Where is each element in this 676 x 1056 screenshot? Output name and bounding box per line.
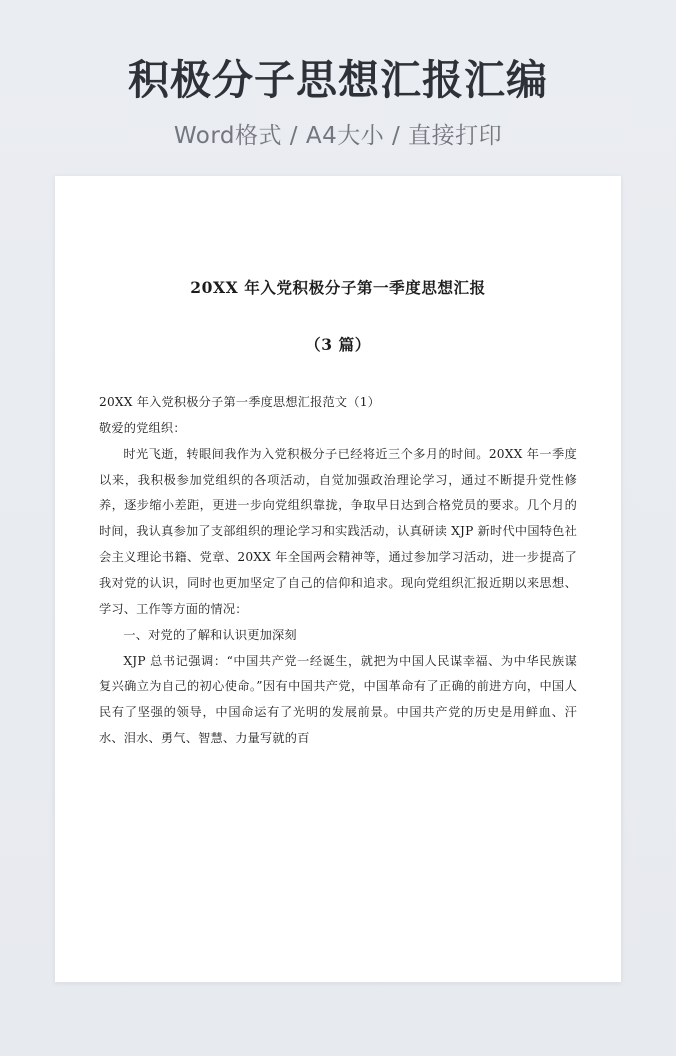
banner-subtitle: Word格式 / A4大小 / 直接打印 [173,123,503,150]
paragraph-section-1-body: XJP 总书记强调：“中国共产党一经诞生，就把为中国人民谋幸福、为中华民族谋复兴确立为自己的初心使命。”因有中国共产党，中国革命有了正确的前进方向，中国人民有了坚强的领导，中国命运有了光明的发展前景。中国共产党的历史是用鲜血、汗水、泪水、勇气、智慧、力量写就的百 [99,653,577,746]
banner [0,0,676,150]
banner-title: 积极分子思想汇报汇编 [128,56,548,104]
paragraph-salutation: 敬爱的党组织： [99,420,186,435]
document-sheet [55,176,621,982]
paragraph-intro: 时光飞逝，转眼间我作为入党积极分子已经将近三个多月的时间。20XX 年一季度以来，我积极参加党组织的各项活动，自觉加强政治理论学习，通过不断提升党性修养，逐步缩小差距，更进一步向党组织靠拢，争取早日达到合格党员的要求。几个月的时间，我认真参加了支部组织的理论学习和实践活动，认真研读 XJP 新时代中国特色社会主义理论书籍、党章、20XX 年全国两会精神等，通过参加学习活动，进一步提高了我对党的认识，同时也更加坚定了自己的信仰和追求。现向党组织汇报近期以来思想、学习、工作等方面的情况： [99,446,577,616]
paragraph-section-1-title: 一、对党的了解和认识更加深刻 [123,627,297,642]
document-title-line-2: （3 篇） [305,335,371,354]
document-content [55,176,621,752]
document-body [99,390,577,752]
document-title-line-1: 20XX 年入党积极分子第一季度思想汇报 [190,278,486,297]
paragraph-heading-ref: 20XX 年入党积极分子第一季度思想汇报范文（1） [99,395,381,409]
